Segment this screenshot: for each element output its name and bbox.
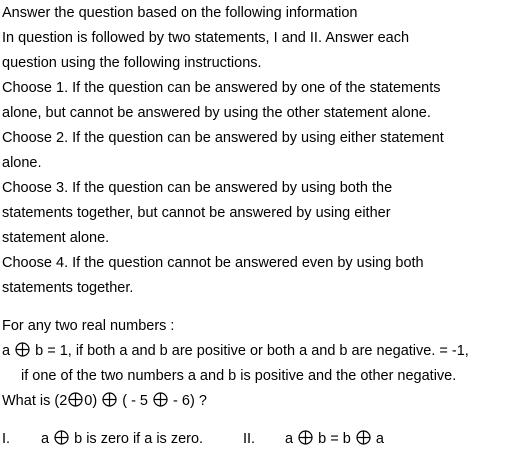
choice-3-line: statement alone. bbox=[2, 230, 110, 246]
choice-3-line: statements together, but cannot be answered by using either bbox=[2, 205, 391, 221]
statement-part: a bbox=[371, 431, 384, 447]
question-text bbox=[2, 392, 207, 410]
circled-plus-icon bbox=[298, 430, 313, 445]
question-part: ( - 5 bbox=[118, 393, 153, 409]
statement-1-text bbox=[41, 430, 203, 448]
definition-continuation: if one of the two numbers a and b is positive and the other negative. bbox=[21, 368, 457, 384]
choice-4-line: Choose 4. If the question cannot be answered even by using both bbox=[2, 255, 424, 271]
statement-part: b = b bbox=[314, 431, 355, 447]
choice-2-line: alone. bbox=[2, 155, 42, 171]
statement-2-text bbox=[285, 430, 384, 448]
choice-4-line: statements together. bbox=[2, 280, 134, 296]
choice-1-line: alone, but cannot be answered by using the other statement alone. bbox=[2, 105, 431, 121]
problem-intro: For any two real numbers : bbox=[2, 318, 175, 334]
instruction-line: Answer the question based on the following information bbox=[2, 5, 358, 21]
statement-part: a bbox=[41, 431, 54, 447]
circled-plus-icon bbox=[54, 430, 69, 445]
circled-plus-icon bbox=[15, 342, 30, 357]
question-part: What is (2 bbox=[2, 393, 68, 409]
circled-plus-icon bbox=[102, 392, 117, 407]
statement-part: a bbox=[285, 431, 298, 447]
operator-definition bbox=[2, 342, 469, 360]
question-part: 0) bbox=[84, 393, 102, 409]
choice-3-line: Choose 3. If the question can be answered by using both the bbox=[2, 180, 393, 196]
circled-plus-icon bbox=[68, 392, 83, 407]
instruction-line: In question is followed by two statements, I and II. Answer each bbox=[2, 30, 410, 46]
definition-text: b = 1, if both a and b are positive or both a and b are negative. = -1, bbox=[31, 343, 469, 359]
statement-1-label: I. bbox=[2, 431, 11, 447]
definition-text: a bbox=[2, 343, 15, 359]
circled-plus-icon bbox=[356, 430, 371, 445]
choice-2-line: Choose 2. If the question can be answered by using either statement bbox=[2, 130, 444, 146]
choice-1-line: Choose 1. If the question can be answered by one of the statements bbox=[2, 80, 441, 96]
question-part: - 6) ? bbox=[169, 393, 207, 409]
instruction-line: question using the following instructions. bbox=[2, 55, 262, 71]
statement-part: b is zero if a is zero. bbox=[70, 431, 204, 447]
statement-2-label: II. bbox=[243, 431, 256, 447]
circled-plus-icon bbox=[153, 392, 168, 407]
